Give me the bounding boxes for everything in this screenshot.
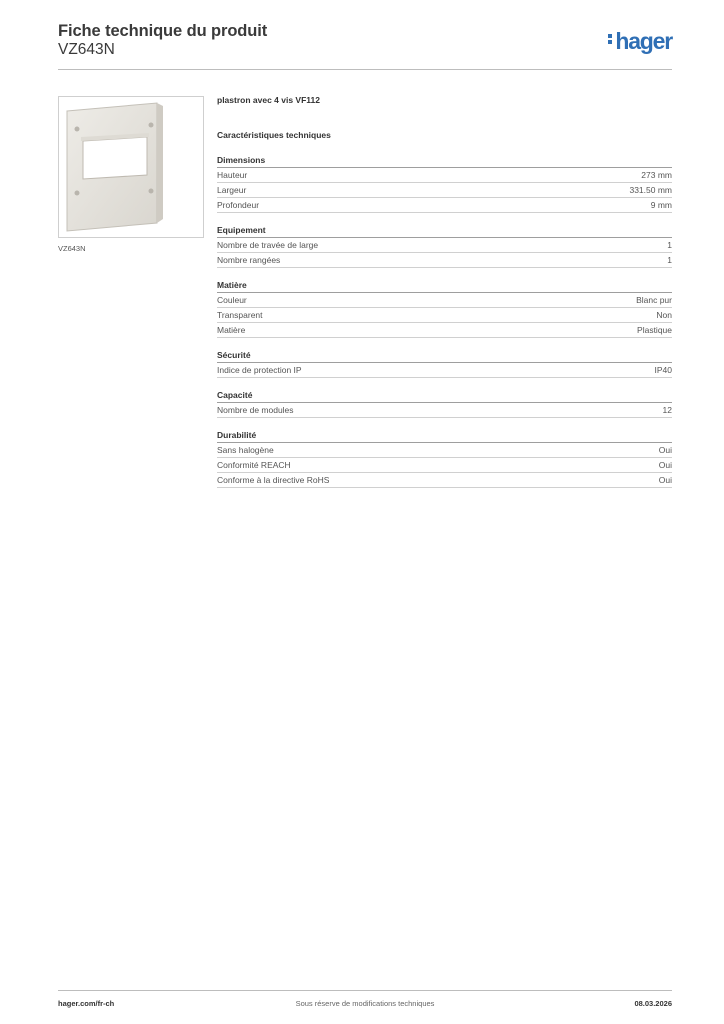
spec-value: 331.50 mm [629, 185, 672, 195]
group-title: Durabilité [217, 429, 672, 443]
specifications [217, 95, 672, 488]
spec-row [217, 168, 672, 183]
group-title: Sécurité [217, 349, 672, 363]
spec-row [217, 458, 672, 473]
group-securite [217, 349, 672, 378]
spec-value: Oui [658, 460, 672, 470]
spec-row [217, 238, 672, 253]
spec-row [217, 403, 672, 418]
spec-value: 1 [667, 255, 672, 265]
spec-row [217, 323, 672, 338]
spec-label: Nombre de travée de large [217, 240, 319, 250]
page-title: Fiche technique du produit [58, 22, 268, 40]
spec-row [217, 443, 672, 458]
cover-plate-illustration [59, 97, 203, 237]
group-title: Dimensions [217, 154, 672, 168]
spec-value: Oui [658, 445, 672, 455]
hager-logo [608, 28, 672, 55]
spec-value: 1 [667, 240, 672, 250]
spec-label: Couleur [217, 295, 247, 305]
group-title: Capacité [217, 389, 672, 403]
spec-row [217, 473, 672, 488]
spec-value: 12 [662, 405, 672, 415]
page-header [58, 20, 672, 70]
disclaimer: Sous réserve de modifications techniques [295, 999, 435, 1008]
spec-row [217, 293, 672, 308]
spec-value: Oui [658, 475, 672, 485]
spec-label: Matière [217, 325, 246, 335]
group-equipement [217, 224, 672, 268]
spec-label: Sans halogène [217, 445, 274, 455]
group-capacite [217, 389, 672, 418]
page-footer [58, 990, 672, 1013]
spec-label: Indice de protection IP [217, 365, 302, 375]
product-image [58, 96, 204, 238]
spec-row [217, 253, 672, 268]
spec-label: Nombre de modules [217, 405, 294, 415]
spec-groups [217, 154, 672, 488]
spec-row [217, 308, 672, 323]
spec-label: Profondeur [217, 200, 260, 210]
spec-row [217, 363, 672, 378]
spec-value: Blanc pur [636, 295, 672, 305]
website-link[interactable]: hager.com/fr-ch [58, 999, 115, 1008]
spec-row [217, 198, 672, 213]
logo-text: hager [615, 28, 672, 54]
group-dimensions [217, 154, 672, 213]
spec-label: Conforme à la directive RoHS [217, 475, 330, 485]
group-title: Equipement [217, 224, 672, 238]
section-title: Caractéristiques techniques [217, 130, 331, 140]
group-title: Matière [217, 279, 672, 293]
group-matiere [217, 279, 672, 338]
spec-label: Transparent [217, 310, 263, 320]
product-reference: VZ643N [58, 41, 115, 58]
spec-value: Plastique [637, 325, 672, 335]
spec-value: 273 mm [641, 170, 672, 180]
document-date: 08.03.2026 [634, 999, 672, 1008]
logo-dots-icon [608, 32, 613, 46]
spec-label: Nombre rangées [217, 255, 281, 265]
spec-value: 9 mm [650, 200, 672, 210]
spec-label: Hauteur [217, 170, 248, 180]
spec-label: Conformité REACH [217, 460, 291, 470]
group-durabilite [217, 429, 672, 488]
spec-value: Non [656, 310, 672, 320]
spec-label: Largeur [217, 185, 247, 195]
spec-value: IP40 [654, 365, 672, 375]
spec-row [217, 183, 672, 198]
product-name: plastron avec 4 vis VF112 [217, 95, 321, 105]
image-caption: VZ643N [58, 244, 86, 253]
